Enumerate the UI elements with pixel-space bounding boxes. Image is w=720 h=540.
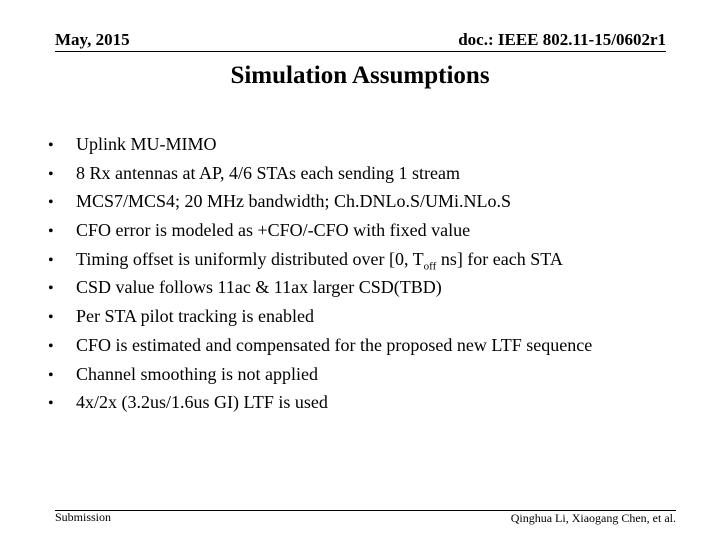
bullet-marker: • [48,395,54,413]
bullet-text-before: Timing offset is uniformly distributed over [0, T [76,248,424,269]
header-doc-id: doc.: IEEE 802.11-15/0602r1 [458,30,666,49]
bullet-item [48,302,592,331]
bullet-item [48,216,592,245]
bullet-marker: • [48,223,54,241]
bullet-item [48,159,592,188]
bullet-text: CFO error is modeled as +CFO/-CFO with fixed value [76,220,471,241]
header-divider [55,51,666,52]
bullet-text: 8 Rx antennas at AP, 4/6 STAs each sending 1 stream [76,162,461,183]
bullet-marker: • [48,194,54,212]
bullet-marker: • [48,280,54,298]
bullet-text: MCS7/MCS4; 20 MHz bandwidth; Ch.DNLo.S/UMi.NLo.S [76,191,512,212]
bullet-item [48,245,592,274]
bullet-item [48,187,592,216]
bullet-item [48,130,592,159]
bullet-text: Channel smoothing is not applied [76,363,318,384]
bullet-text: CFO is estimated and compensated for the proposed new LTF sequence [76,334,593,355]
bullet-text-after: ns] for each STA [436,248,563,269]
bullet-item [48,388,592,417]
bullet-marker: • [48,251,54,269]
bullet-marker: • [48,309,54,327]
bullet-list [48,130,592,417]
bullet-text: Uplink MU-MIMO [76,134,217,154]
bullet-text: CSD value follows 11ac & 11ax larger CSD(TBD) [76,277,442,298]
slide-title: Simulation Assumptions [230,62,490,89]
bullet-marker: • [48,366,54,384]
bullet-item [48,360,592,389]
bullet-text: 4x/2x (3.2us/1.6us GI) LTF is used [76,392,328,413]
bullet-item [48,331,592,360]
bullet-item [48,273,592,302]
bullet-text: Per STA pilot tracking is enabled [76,306,315,327]
bullet-marker: • [48,337,54,355]
bullet-marker: • [48,165,54,183]
footer-authors: Qinghua Li, Xiaogang Chen, et al. [510,511,676,525]
footer-submission: Submission [55,510,112,524]
header-date: May, 2015 [55,30,130,49]
bullet-subscript: off [423,260,437,273]
bullet-marker: • [48,137,54,154]
